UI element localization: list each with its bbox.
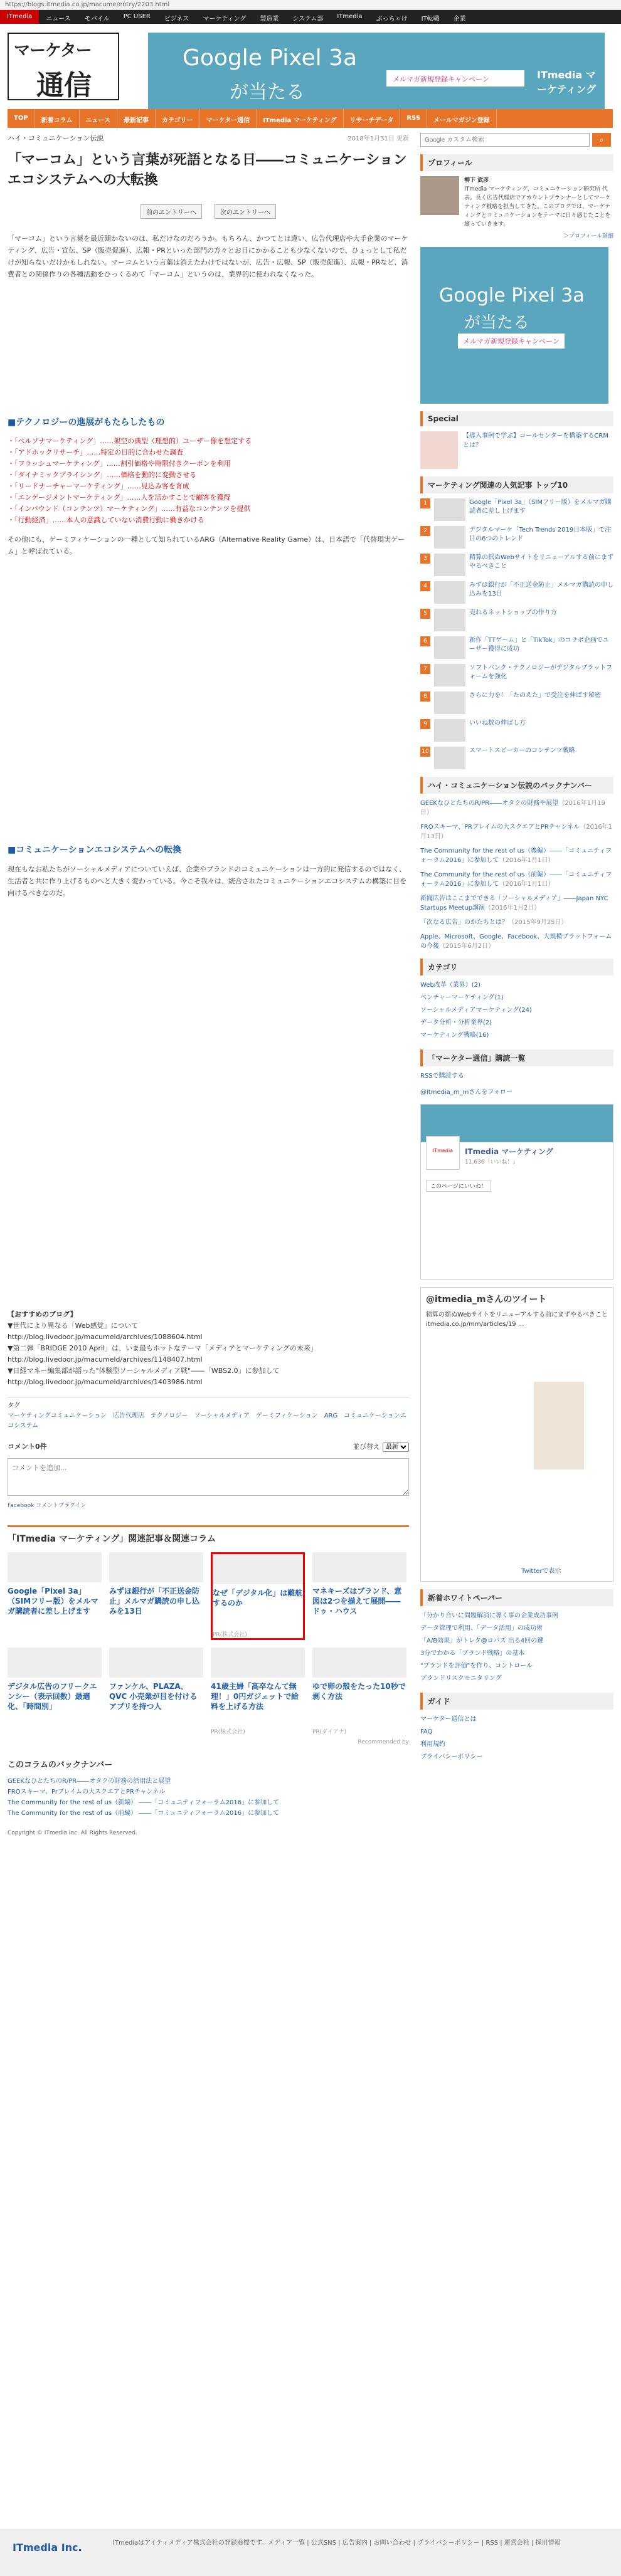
cats-item[interactable]: Web改革（業界）(2): [420, 982, 480, 989]
sort-select[interactable]: [383, 1443, 409, 1452]
gnav-item[interactable]: ビジネス: [164, 16, 189, 23]
ranking-item[interactable]: [420, 664, 613, 686]
backnumber-heading: このコラムのバックナンバー: [8, 1760, 113, 1770]
rank-title: さらに力を！「たのえた」で受注を伸ばす秘密: [469, 692, 601, 699]
special-item[interactable]: [420, 431, 613, 469]
side-backnumber-date: （2016年1月1日）: [499, 857, 555, 864]
whitepaper-heading: 新着ホワイトペーパー: [420, 1589, 613, 1606]
rss-link[interactable]: RSSで購読する: [420, 1073, 464, 1080]
sidebar-ad-sub: が当たる: [464, 313, 530, 332]
news-item[interactable]: 3分でわかる「ブランド戦略」の基本: [420, 1650, 525, 1657]
facebook-likes: 11,636「いいね！」: [465, 1159, 519, 1165]
backnumber-list: [8, 1776, 409, 1819]
special-title: 【導入事例で学ぶ】コールセンターを構築するCRMとは？: [463, 433, 608, 449]
twitter-heading: @itmedia_mさんのツイート: [426, 1295, 547, 1305]
related-card[interactable]: [211, 1552, 305, 1640]
cats-item[interactable]: ベンチャーマーケティング(1): [420, 994, 504, 1001]
gnav-item[interactable]: システム部: [292, 16, 324, 23]
side-backnumber-title: 新聞広告はここまでできる「ソーシャルメディア」――Japan NYC Startups Meetup講演: [420, 895, 608, 912]
bullet-item: ・「行動経済」……本人の意識していない消費行動に働きかける: [8, 516, 204, 524]
side-backnumber-item[interactable]: [420, 918, 613, 927]
sidebar-ad-cta: メルマガ新規登録キャンペーン: [458, 334, 565, 349]
gnav-item[interactable]: ぶっちゃけ: [376, 16, 408, 23]
side-backnumber-title: FROスキーマ、PRブレイムの大スクエアとPRチャンネル: [420, 824, 580, 831]
related-card[interactable]: [8, 1552, 102, 1640]
rank-number: 5: [420, 609, 430, 619]
recommend-credit: Recommended by: [358, 1739, 409, 1745]
related-thumb: [211, 1648, 305, 1678]
side-backnumber-date: （2016年1月19日）: [420, 800, 605, 816]
blog-title: ▼日経マネー編集部が語った"体験型ソーシャルメディア戦"――「WBS2.0」に参加して: [8, 1367, 280, 1375]
related-card[interactable]: [312, 1648, 406, 1735]
facebook-page-box: [420, 1104, 613, 1280]
bullet-item: ・「ダイナミックプライシング」……価格を動的に変動させる: [8, 471, 197, 479]
related-title: マネキーズはブランド、意図は2つを揃えて展開――ドゥ・ハウス: [312, 1587, 402, 1616]
gnav-item[interactable]: マーケティング: [203, 16, 247, 23]
related-title: ファンケル、PLAZA、QVC 小売業が目を付けるアプリを持つ人: [109, 1682, 198, 1711]
article-body-1: その他にも、ゲーミフィケーションの一種として知られているARG（Alternative Reality Game）は、日本語で「代替現実ゲーム」と呼ばれている。: [8, 535, 405, 555]
rank-title: みずほ銀行が「不正送金防止」メルマガ購読の申し込みを13日: [469, 582, 613, 597]
rank-number: 7: [420, 664, 430, 674]
related-pr: PR(ダイアナ): [312, 1729, 347, 1735]
guide-heading: ガイド: [420, 1693, 613, 1710]
rank-thumb: [434, 719, 465, 742]
gnav-item[interactable]: ITmedia: [337, 13, 363, 20]
facebook-like-button[interactable]: このページにいいね！: [426, 1180, 491, 1192]
profile: [420, 176, 613, 229]
comment-input[interactable]: [8, 1458, 409, 1496]
related-thumb: [109, 1552, 203, 1582]
side-backnumber-date: （2016年1月2日）: [485, 905, 541, 912]
profile-more-link[interactable]: ＞プロフィール詳細: [563, 233, 613, 239]
article-title: 「マーコム」という言葉が死語となる日――コミュニケーションエコシステムへの大転換: [8, 152, 407, 188]
rank-number: 6: [420, 636, 430, 646]
global-nav: [0, 10, 621, 24]
gnav-item[interactable]: 製造業: [260, 16, 279, 23]
guides-item[interactable]: FAQ: [420, 1728, 433, 1735]
comment-header: [8, 1441, 409, 1452]
site-header: [0, 24, 621, 118]
bullet-item: ・「ペルソナマーケティング」……架空の典型（理想的）ユーザー像を想定する: [8, 437, 252, 445]
related-card[interactable]: [109, 1552, 203, 1640]
catnav-item[interactable]: リサーチデータ: [344, 109, 401, 128]
bullet-item: ・「リードナーチャーマーケティング」……見込み客を育成: [8, 482, 189, 490]
ranking-item[interactable]: [420, 526, 613, 549]
guides-item[interactable]: マーケター通信とは: [420, 1716, 477, 1723]
rank-thumb: [434, 498, 465, 521]
gnav-item[interactable]: ニュース: [46, 16, 71, 23]
bullet-item: ・「エンゲージメントマーケティング」……人を活かすことで顧客を獲得: [8, 493, 231, 502]
footer: [0, 2530, 621, 2576]
catnav-item[interactable]: ITmedia マーケティング: [257, 109, 343, 128]
section-heading-2: ■コミュニケーションエコシステムへの転換: [8, 845, 181, 855]
related-thumb: [312, 1648, 406, 1678]
side-backnumber-list: [420, 799, 613, 951]
blog-title: ▼世代により異なる「Web感覚」について: [8, 1322, 139, 1330]
rank-title: 新作「TTゲーム」と「TikTok」のコラボ企画でユーザー獲得に成功: [469, 637, 609, 653]
logo-line1: マーケター: [14, 41, 92, 60]
category-heading: カテゴリ: [420, 959, 613, 975]
side-backnumber-date: （2015年9月25日）: [508, 919, 568, 926]
profile-heading: プロフィール: [420, 154, 613, 171]
cats-item[interactable]: ソーシャルメディアマーケティング(24): [420, 1007, 532, 1014]
cats-item[interactable]: データ分析・分析業界(2): [420, 1019, 492, 1026]
rank-number: 8: [420, 691, 430, 702]
comment-count: コメント0件: [8, 1443, 47, 1451]
sidebar-ad[interactable]: [420, 247, 608, 404]
main-column: [8, 133, 409, 1836]
facebook-plugin-label: Facebook コメントプラグイン: [8, 1503, 87, 1509]
related-card[interactable]: [8, 1648, 102, 1735]
related-card[interactable]: [312, 1552, 406, 1640]
twitter-follow-button[interactable]: @itmedia_m_mさんをフォロー: [420, 1089, 512, 1096]
gnav-item[interactable]: ITmedia: [0, 10, 39, 24]
related-title: 41歳主婦「高卒なんて無理！」0円ガジェットで給料を上げる方法: [211, 1682, 299, 1711]
article-body-filler-3: [8, 908, 409, 1309]
catnav-item[interactable]: TOP: [8, 109, 35, 128]
article-body-filler: [8, 289, 409, 402]
sidebar: [420, 133, 613, 1764]
guides-item[interactable]: プライバシーポリシー: [420, 1753, 483, 1760]
ranking-list: [420, 498, 613, 769]
side-backnumber-item[interactable]: [420, 799, 613, 817]
backnumber-item[interactable]: GEEKなひとたちのR/PR――オタクの財務の活用法と展望: [8, 1778, 171, 1785]
related-title: ゆで卵の殻をたった10秒で剥く方法: [312, 1682, 406, 1701]
tweet-text: 精算の揺ぬWebサイトをリニューアルする前にまずやるべきこと itmedia.co.jp/mm/articles/19 ...: [426, 1312, 608, 1328]
catnav-item[interactable]: マーケター通信: [200, 109, 257, 128]
rank-number: 3: [420, 554, 430, 564]
catnav-item[interactable]: 最新記事: [117, 109, 156, 128]
address-bar[interactable]: https://blogs.itmedia.co.jp/macume/entry/2203.html: [0, 0, 621, 10]
ad-cta: メルマガ新規登録キャンペーン: [386, 70, 524, 87]
news-item[interactable]: データ管理で利用、「データ活用」の成功術: [420, 1625, 543, 1632]
footer-text: ITmediaはアイティメディア株式会社の登録商標です。メディア一覧 | 公式SNS | 広告案内 | お問い合わせ | プライバシーポリシー | RSS | 運営会社 | 採用情報: [113, 2540, 561, 2547]
blog-url-link[interactable]: http://blog.livedoor.jp/macumeld/archives/1148407.html: [8, 1355, 203, 1364]
article-lead: 「マーコム」という言葉を最近聞かないのは、私だけなのだろうか。もちろん、かつてとは違い、広告代理店や大手企業のマーケティング、広告・宣伝、SP（販売促進）、広報・PRといった部門の方々とお目にかかることも少なくないので、ひょっとして私だけが知らないだけかもしれない。マーコムという言葉は消えたわけではないが、広告・広報、SP（販売促進）、広報・PRなど、消費者との関係作りの各種活動をひっくるめて「マーコム」というのは、業界的に使われなくなった。: [8, 234, 408, 278]
side-backnumber-title: Apple、Microsoft、Google、Facebook、大規模プラットフォームの今後: [420, 933, 612, 950]
article-body-filler-2: [8, 566, 409, 829]
breadcrumb[interactable]: ハイ・コミュニケーション伝説: [8, 134, 104, 142]
guide-list: [420, 1713, 613, 1764]
rank-thumb: [434, 664, 465, 686]
rank-number: 10: [420, 747, 430, 757]
gnav-item[interactable]: モバイル: [84, 16, 110, 23]
ranking-item[interactable]: [420, 554, 613, 576]
side-backnumber-title: GEEKなひとたちのR/PR――オタクの財務や展望: [420, 800, 559, 807]
related-pr: PR(株式会社): [211, 1729, 245, 1735]
rank-thumb: [434, 526, 465, 549]
rank-title: 売れるネットショップの作り方: [469, 609, 557, 616]
cats-item[interactable]: マーケティング戦略(16): [420, 1032, 489, 1039]
tweet-image: [534, 1382, 584, 1469]
logo-line2: 通信: [36, 70, 92, 102]
tag-box: [8, 1397, 409, 1431]
rank-title: スマートスピーカーのコンテンツ戦略: [469, 747, 575, 754]
avatar: [420, 176, 459, 215]
blog-url-link[interactable]: http://blog.livedoor.jp/macumeld/archives/1088604.html: [8, 1333, 203, 1341]
bullet-item: ・「アドホックリサーチ」……特定の目的に合わせた調査: [8, 448, 184, 456]
article-body-2: 現在もなお私たちがソーシャルメディアについていえば、企業やブランドのコミュニケーションは一方的に発信するのではなく、生活者と共に作り上げるものへと大きく変わっている。今こそ我々は、統合されたコミュニケーションエコシステムの構築に目を向けるべきなのだ。: [8, 865, 407, 897]
related-card[interactable]: [211, 1648, 305, 1735]
profile-text: ITmedia マーケティング、コミュニケーション研究所 代表。長く広告代理店でアカウントプランナーとしてマーケティング戦略を担当してきた。このブログでは、マーケティングとコミュニケーションをテーマに日々感じたことを綴っていきます。: [464, 186, 611, 228]
bullet-item: ・「インバウンド（コンテンツ）マーケティング」……有益なコンテンツを提供: [8, 505, 251, 513]
related-grid-2: [8, 1648, 409, 1735]
news-item[interactable]: 「A/B効果」がトレタ@ロバズ 出る4回の鍵: [420, 1638, 544, 1644]
blog-title: ▼第二弾「BRIDGE 2010 April」は、いま最もホットなテーマ「メディアとマーケティングの未来」: [8, 1344, 317, 1352]
side-backnumber-date: （2015年6月2日）: [439, 943, 495, 950]
subscribe-heading: 「マーケター通信」購読一覧: [420, 1049, 613, 1066]
bullet-item: ・「フラッシュマーケティング」……割引価格や時限付きクーポンを利用: [8, 460, 231, 468]
ad-sub: が当たる: [230, 81, 305, 103]
catnav-item[interactable]: カテゴリー: [156, 109, 200, 128]
related-thumb: [312, 1552, 406, 1582]
rank-title: ソフトバンク・テクノロジーがデジタルプラットフォームを強化: [469, 665, 612, 680]
related-pr: PR(株式会社): [213, 1632, 247, 1638]
recommended-blogs: [8, 1309, 409, 1388]
top-banner-ad[interactable]: [148, 33, 605, 110]
side-backnumber-date: （2016年1月1日）: [499, 881, 555, 888]
ad-brand: ITmedia マーケティング: [537, 69, 597, 95]
catnav-item[interactable]: RSS: [400, 109, 427, 128]
search-icon[interactable]: ⌕: [592, 133, 611, 147]
related-thumb: [109, 1648, 203, 1678]
related-card[interactable]: [109, 1648, 203, 1735]
side-backnumber-title: 「次なる広告」のかたちとは？: [420, 919, 508, 926]
bullet-list: [8, 436, 409, 526]
special-heading: Special: [420, 411, 613, 426]
rank-thumb: [434, 554, 465, 576]
twitter-timeline: [420, 1287, 613, 1582]
search-box: [420, 133, 613, 147]
special-thumb: [420, 431, 458, 469]
side-backnumber-item[interactable]: [420, 846, 613, 865]
next-entry-button[interactable]: 次のエントリーへ: [215, 204, 276, 219]
backnumber-item[interactable]: The Community for the rest of us（前編） ――「コミュニティフォーラム2016」に参加して: [8, 1810, 280, 1817]
post-date: 2018年1月31日 更新: [348, 135, 409, 142]
category-list: [420, 979, 613, 1042]
gnav-item[interactable]: IT転職: [421, 16, 440, 23]
rank-number: 4: [420, 581, 430, 591]
related-title: なぜ「デジタル化」は難航するのか: [213, 1589, 303, 1607]
side-backnumber-item[interactable]: [420, 870, 613, 889]
rank-number: 1: [420, 498, 430, 508]
rank-title: いいね数の伸ばし方: [469, 720, 526, 727]
related-thumb: [213, 1554, 303, 1584]
tags[interactable]: マーケティングコミュニケーション 広告代理店 テクノロジー ソーシャルメディア ゲーミフィケーション ARG コミュニケーションエコシステム: [8, 1412, 406, 1429]
ranking-item[interactable]: [420, 747, 613, 769]
side-backnumber-heading: ハイ・コミュニケーション伝説のバックナンバー: [420, 777, 613, 794]
entry-nav: [8, 204, 409, 219]
side-backnumber-title: The Community for the rest of us（前編）――「コミュニティフォーラム2016」に参加して: [420, 871, 612, 888]
side-backnumber-item[interactable]: [420, 823, 613, 841]
ranking-item[interactable]: [420, 691, 613, 714]
rank-number: 9: [420, 719, 430, 729]
related-thumb: [8, 1648, 102, 1678]
rank-title: 精算の揺ぬWebサイトをリニューアルする前にまずやるべきこと: [469, 554, 614, 570]
related-grid: [8, 1552, 409, 1640]
ranking-item[interactable]: [420, 636, 613, 659]
catnav-item[interactable]: 新着コラム: [35, 109, 80, 128]
rank-thumb: [434, 691, 465, 714]
rank-thumb: [434, 581, 465, 604]
news-item[interactable]: "ブランドを評価"を作り、コントロール: [420, 1663, 533, 1669]
profile-name: 柳下 武彦: [464, 177, 489, 184]
catnav-item[interactable]: メールマガジン登録: [427, 109, 497, 128]
recommended-blogs-title: 【おすすめのブログ】: [8, 1310, 77, 1318]
rank-title: Google「Pixel 3a」（SIMフリー版）をメルマガ購読者に差し上げます: [469, 499, 612, 515]
gnav-item[interactable]: PC USER: [123, 13, 151, 20]
ranking-item[interactable]: [420, 498, 613, 521]
category-nav: [8, 109, 613, 128]
news-item[interactable]: ブランドリスクモニタリング: [420, 1675, 502, 1682]
section-heading-1: ■テクノロジーの進展がもたらしたもの: [8, 418, 165, 428]
backnumber-item[interactable]: The Community for the rest of us（新編） ――「コミュニティフォーラム2016」に参加して: [8, 1799, 280, 1806]
related-title: デジタル広告のフリークエンシー（表示回数）最適化、「時間別」: [8, 1682, 97, 1711]
side-backnumber-date: （2016年1月13日）: [420, 824, 613, 840]
blog-url-link[interactable]: http://blog.livedoor.jp/macumeld/archives/1403986.html: [8, 1378, 203, 1386]
rank-thumb: [434, 747, 465, 769]
ranking-item[interactable]: [420, 719, 613, 742]
ranking-heading: マーケティング関連の人気記事 トップ10: [420, 476, 613, 493]
side-backnumber-item[interactable]: [420, 932, 613, 951]
related-title: Google「Pixel 3a」（SIMフリー版）をメルマガ購読者に差し上げます: [8, 1587, 98, 1616]
twitter-view-link[interactable]: Twitterで表示: [521, 1568, 561, 1575]
related-thumb: [8, 1552, 102, 1582]
side-backnumber-title: The Community for the rest of us（後編）――「コミュニティフォーラム2016」に参加して: [420, 848, 612, 864]
facebook-logo: ITmedia: [426, 1136, 460, 1170]
gnav-item[interactable]: 企業: [453, 16, 466, 23]
related-title: みずほ銀行が「不正送金防止」メルマガ購読の申し込みを13日: [109, 1587, 200, 1616]
sort-label: 並び替え: [353, 1443, 381, 1451]
whitepaper-list: [420, 1610, 613, 1685]
related-heading: 「ITmedia マーケティング」関連記事＆関連コラム: [8, 1525, 409, 1545]
footer-logo[interactable]: ITmedia Inc.: [13, 2542, 82, 2553]
catnav-item[interactable]: ニュース: [80, 109, 118, 128]
sidebar-ad-headline: Google Pixel 3a: [439, 285, 585, 307]
tags-label: タグ: [8, 1402, 20, 1409]
guides-item[interactable]: 利用規約: [420, 1741, 445, 1748]
search-input[interactable]: [420, 133, 590, 147]
copyright: Copyright © ITmedia Inc. All Rights Reserved.: [8, 1830, 137, 1836]
rank-title: デジタルマーケ「Tech Trends 2019日本版」で注目の6つのトレンド: [469, 527, 612, 542]
backnumber-item[interactable]: FROスキーマ、Prブレイムの大スクエアとPRチャンネル: [8, 1789, 166, 1795]
rank-thumb: [434, 609, 465, 631]
facebook-page-name[interactable]: ITmedia マーケティング: [465, 1147, 553, 1156]
prev-entry-button[interactable]: 前のエントリーへ: [141, 204, 202, 219]
rank-number: 2: [420, 526, 430, 536]
side-backnumber-item[interactable]: [420, 894, 613, 913]
rank-thumb: [434, 636, 465, 659]
site-logo[interactable]: [8, 33, 119, 100]
ad-headline: Google Pixel 3a: [183, 45, 358, 71]
ranking-item[interactable]: [420, 609, 613, 631]
ranking-item[interactable]: [420, 581, 613, 604]
news-item[interactable]: 「分かり合いに問題解消に導く事の企業成功事例: [420, 1612, 558, 1619]
